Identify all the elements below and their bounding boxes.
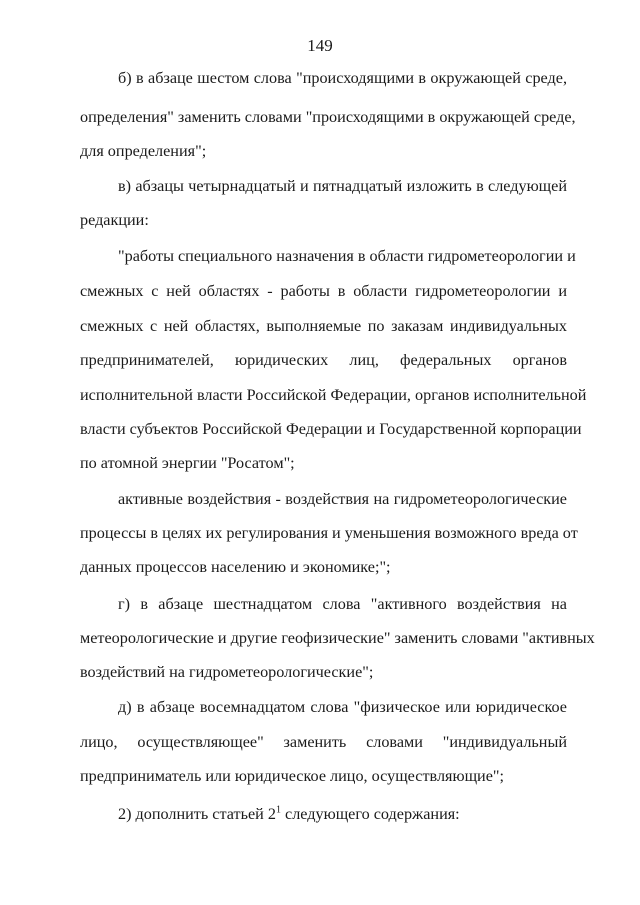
item-2-line — [118, 804, 605, 824]
paragraph-v-line-2: редакции: — [80, 211, 149, 229]
paragraph-v-line-1: в) абзацы четырнадцатый и пятнадцатый изложить в следующей — [118, 177, 567, 195]
paragraph-d-line-2: лицо, осуществляющее" заменить словами "индивидуальный — [80, 733, 567, 751]
item-2-text-end: следующего содержания: — [280, 805, 460, 823]
quote-line-1: "работы специального назначения в области гидрометеорологии и — [118, 247, 576, 265]
quote-line-7: по атомной энергии "Росатом"; — [80, 454, 295, 472]
article-superscript: 1 — [275, 804, 281, 816]
quote-line-6: власти субъектов Российской Федерации и Государственной корпорации — [80, 420, 582, 438]
quote-line-2: смежных с ней областях - работы в области гидрометеорологии и — [80, 282, 567, 300]
active-impact-line-1: активные воздействия - воздействия на гидрометеорологические — [118, 490, 567, 508]
quote-line-3: смежных с ней областях, выполняемые по заказам индивидуальных — [80, 317, 567, 335]
paragraph-b-line-1: б) в абзаце шестом слова "происходящими в окружающей среде, — [118, 69, 567, 87]
paragraph-b-line-3: для определения"; — [80, 142, 207, 160]
paragraph-b-line-2: определения" заменить словами "происходящими в окружающей среде, — [80, 108, 576, 126]
paragraph-d-line-3: предприниматель или юридическое лицо, осуществляющие"; — [80, 767, 504, 785]
paragraph-d-line-1: д) в абзаце восемнадцатом слова "физическое или юридическое — [118, 698, 567, 716]
paragraph-g-line-1: г) в абзаце шестнадцатом слова "активного воздействия на — [118, 595, 567, 613]
quote-line-5: исполнительной власти Российской Федерации, органов исполнительной — [80, 386, 587, 404]
quote-line-4: предпринимателей, юридических лиц, федеральных органов — [80, 351, 567, 369]
active-impact-line-3: данных процессов населению и экономике;"; — [80, 558, 391, 576]
paragraph-g-line-3: воздействий на гидрометеорологические"; — [80, 663, 374, 681]
item-2-text-start: 2) дополнить статьей 2 — [118, 805, 276, 823]
page-number: 149 — [307, 36, 333, 55]
active-impact-line-2: процессы в целях их регулирования и уменьшения возможного вреда от — [80, 524, 578, 542]
paragraph-g-line-2: метеорологические и другие геофизические" заменить словами "активных — [80, 629, 595, 647]
